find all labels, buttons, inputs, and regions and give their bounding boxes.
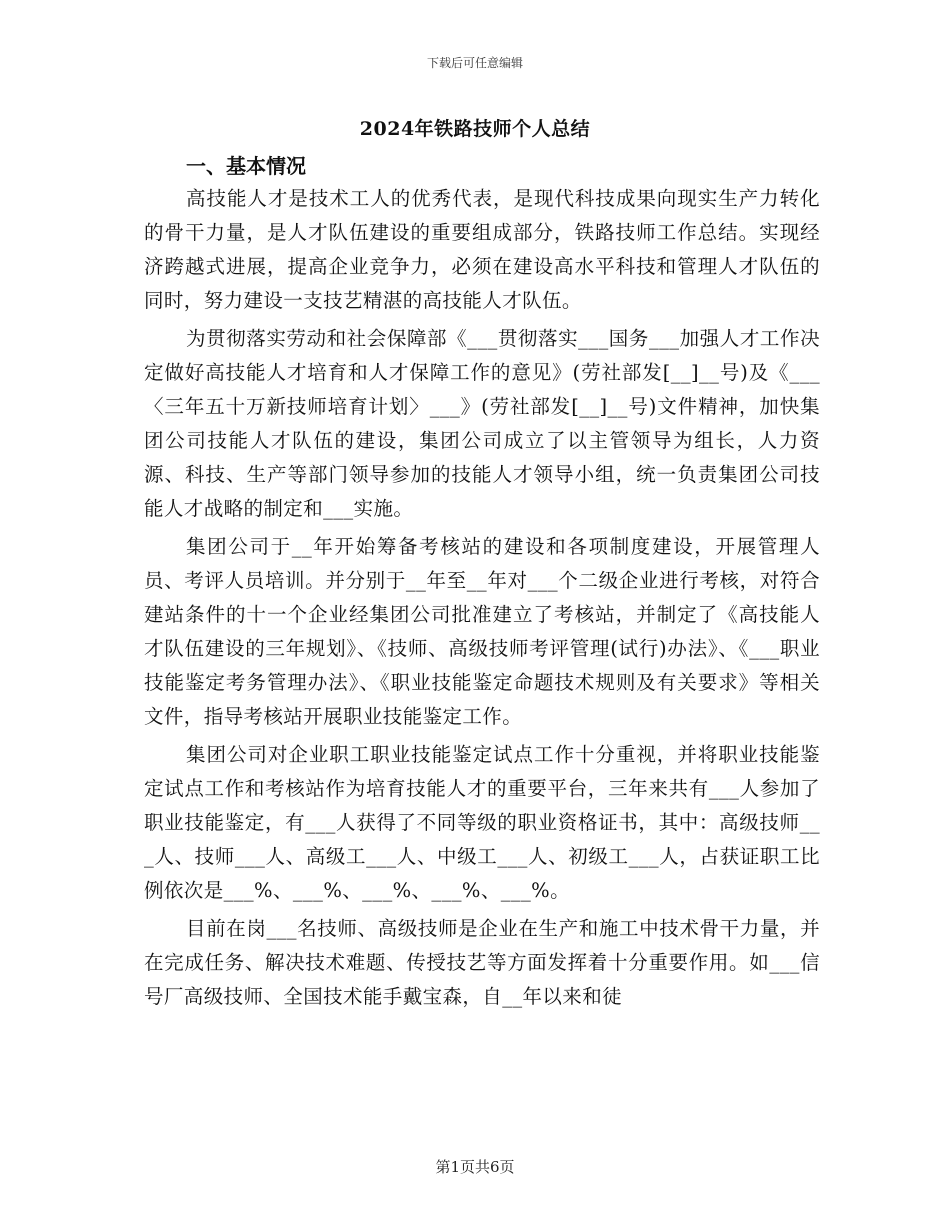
paragraph: 集团公司于__年开始筹备考核站的建设和各项制度建设，开展管理人员、考评人员培训。并分别于__年至__年对___个二级企业进行考核，对符合建站条件的十一个企业经集团公司批准建立了考核站，并制定了《高技能人才队伍建设的三年规划》、《技师、高级技师考评管理(试行)办法》、《___职业技能鉴定考务管理办法》、《职业技能鉴定命题技术规则及有关要求》等相关文件，指导考核站开展职业技能鉴定工作。 [144,535,820,728]
paragraph: 目前在岗___名技师、高级技师是企业在生产和施工中技术骨干力量，并在完成任务、解决技术难题、传授技艺等方面发挥着十分重要作用。如___信号厂高级技师、全国技术能手戴宝森，自__年以来和徒 [144,917,820,1008]
paragraph: 为贯彻落实劳动和社会保障部《___贯彻落实___国务___加强人才工作决定做好高技能人才培育和人才保障工作的意见》(劳社部发[__]__号)及《___〈三年五十万新技师培育计划〉___》(劳社部发[__]__号)文件精神，加快集团公司技能人才队伍的建设，集团公司成立了以主管领导为组长，人力资源、科技、生产等部门领导参加的技能人才领导小组，统一负责集团公司技能人才战略的制定和___实施。 [144,327,820,520]
document-title: 2024年铁路技师个人总结 [359,118,591,140]
header-note: 下载后可任意编辑 [426,56,523,70]
document-body [144,182,820,1018]
page-number-footer: 第1页共6页 [435,1158,515,1176]
section-heading: 一、基本情况 [186,154,306,178]
paragraph: 高技能人才是技术工人的优秀代表，是现代科技成果向现实生产力转化的骨干力量，是人才队伍建设的重要组成部分，铁路技师工作总结。实现经济跨越式进展，提高企业竞争力，必须在建设高水平科技和管理人才队伍的同时，努力建设一支技艺精湛的高技能人才队伍。 [144,187,820,312]
paragraph: 集团公司对企业职工职业技能鉴定试点工作十分重视，并将职业技能鉴定试点工作和考核站作为培育技能人才的重要平台，三年来共有___人参加了职业技能鉴定，有___人获得了不同等级的职业资格证书，其中：高级技师___人、技师___人、高级工___人、中级工___人、初级工___人，占获证职工比例依次是___%、___%、___%、___%、___%。 [144,743,820,902]
